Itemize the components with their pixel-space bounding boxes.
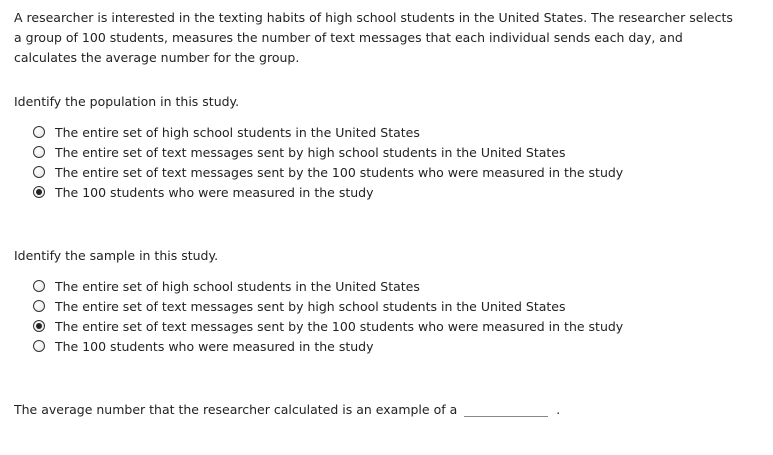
sample-option-2[interactable] — [33, 296, 623, 316]
radio-button-selected[interactable] — [33, 186, 45, 198]
radio-button[interactable] — [33, 300, 45, 312]
option-label: The entire set of text messages sent by the 100 students who were measured in the study — [55, 318, 624, 334]
option-label: The entire set of high school students in the United States — [55, 278, 420, 294]
population-options — [33, 122, 623, 202]
radio-button[interactable] — [33, 146, 45, 158]
radio-button-selected[interactable] — [33, 320, 45, 332]
population-option-3[interactable] — [33, 162, 623, 182]
sample-option-1[interactable] — [33, 276, 623, 296]
radio-button[interactable] — [33, 280, 45, 292]
radio-button[interactable] — [33, 340, 45, 352]
option-label: The 100 students who were measured in the study — [55, 184, 374, 200]
sample-options — [33, 276, 623, 356]
answer-dropdown-blank[interactable] — [464, 402, 548, 417]
option-label: The entire set of text messages sent by high school students in the United States — [55, 298, 566, 314]
statistic-question-prompt: The average number that the researcher calculated is an example of a — [14, 402, 458, 417]
statistic-question-row — [14, 400, 560, 420]
question-population-prompt: Identify the population in this study. — [14, 94, 240, 109]
sample-option-4[interactable] — [33, 336, 623, 356]
question-sample-prompt: Identify the sample in this study. — [14, 248, 219, 263]
radio-button[interactable] — [33, 126, 45, 138]
population-option-4[interactable] — [33, 182, 623, 202]
sample-option-3[interactable] — [33, 316, 623, 336]
option-label: The entire set of text messages sent by the 100 students who were measured in the study — [55, 164, 624, 180]
sentence-period: . — [556, 402, 561, 417]
population-option-1[interactable] — [33, 122, 623, 142]
radio-button[interactable] — [33, 166, 45, 178]
population-option-2[interactable] — [33, 142, 623, 162]
option-label: The entire set of text messages sent by high school students in the United States — [55, 144, 566, 160]
option-label: The entire set of high school students in the United States — [55, 124, 420, 140]
intro-paragraph: A researcher is interested in the texting habits of high school students in the United States. The researcher selects a group of 100 students, measures the number of text messages that each individual sends each day, and calculates the average number for the group. — [14, 10, 733, 65]
option-label: The 100 students who were measured in the study — [55, 338, 374, 354]
